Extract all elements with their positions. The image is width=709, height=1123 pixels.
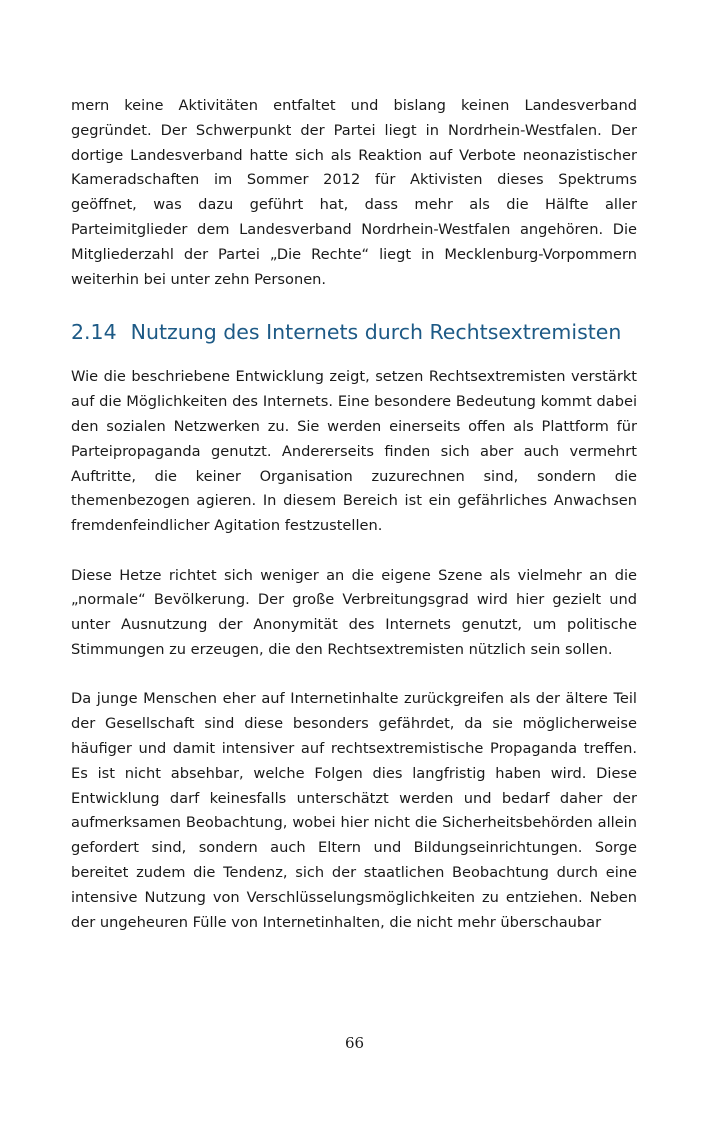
section-number: 2.14 — [71, 320, 117, 345]
paragraph-intro: mern keine Aktivitäten entfaltet und bislang keinen Landesverband gegründet. Der Schwerpunkt der Partei liegt in Nordrhein-Westfalen. Der dortige Landesverband hatte sich als Reaktion auf Verbote neonazistischer Kameradschaften im Sommer 2012 für Aktivisten dieses Spektrums geöffnet, was dazu geführt hat, dass mehr als die Hälfte aller Parteimitglieder dem Landesverband Nordrhein-Westfalen angehören. Die Mitgliederzahl der Partei „Die Rechte“ liegt in Mecklenburg-Vorpommern weiterhin bei unter zehn Personen. — [71, 97, 637, 288]
paragraph: Diese Hetze richtet sich weniger an die eigene Szene als vielmehr an die „normale“ Bevölkerung. Der große Verbreitungsgrad wird hier gezielt und unter Ausnutzung der Anonymität des Internets genutzt, um politische Stimmungen zu erzeugen, die den Rechtsextremisten nützlich sein sollen. — [71, 566, 637, 658]
section-heading — [71, 318, 637, 346]
paragraph: Wie die beschriebene Entwicklung zeigt, setzen Rechtsextremisten verstärkt auf die Möglichkeiten des Internets. Eine besondere Bedeutung kommt dabei den sozialen Netzwerken zu. Sie werden einerseits offen als Plattform für Parteipropaganda genutzt. Andererseits finden sich aber auch vermehrt Auftritte, die keiner Organisation zuzurechnen sind, sondern die themenbezogen agieren. In diesem Bereich ist ein gefährliches Anwachsen fremdenfeindlicher Agitation festzustellen. — [71, 368, 637, 535]
page-content — [71, 94, 637, 935]
section-title: Nutzung des Internets durch Rechtsextremisten — [130, 320, 622, 345]
page-number: 66 — [344, 1034, 365, 1052]
paragraph: Da junge Menschen eher auf Internetinhalte zurückgreifen als der ältere Teil der Gesellschaft sind diese besonders gefährdet, da sie möglicherweise häufiger und damit intensiver auf rechtsextremistische Propaganda treffen. Es ist nicht absehbar, welche Folgen dies langfristig haben wird. Diese Entwicklung darf keinesfalls unterschätzt werden und bedarf daher der aufmerksamen Beobachtung, wobei hier nicht die Sicherheitsbehörden allein gefordert sind, sondern auch Eltern und Bildungseinrichtungen. Sorge bereitet zudem die Tendenz, sich der staatlichen Beobachtung durch eine intensive Nutzung von Verschlüsselungsmöglichkeiten zu entziehen. Neben der ungeheuren Fülle von Internetinhalten, die nicht mehr überschaubar — [71, 690, 637, 931]
